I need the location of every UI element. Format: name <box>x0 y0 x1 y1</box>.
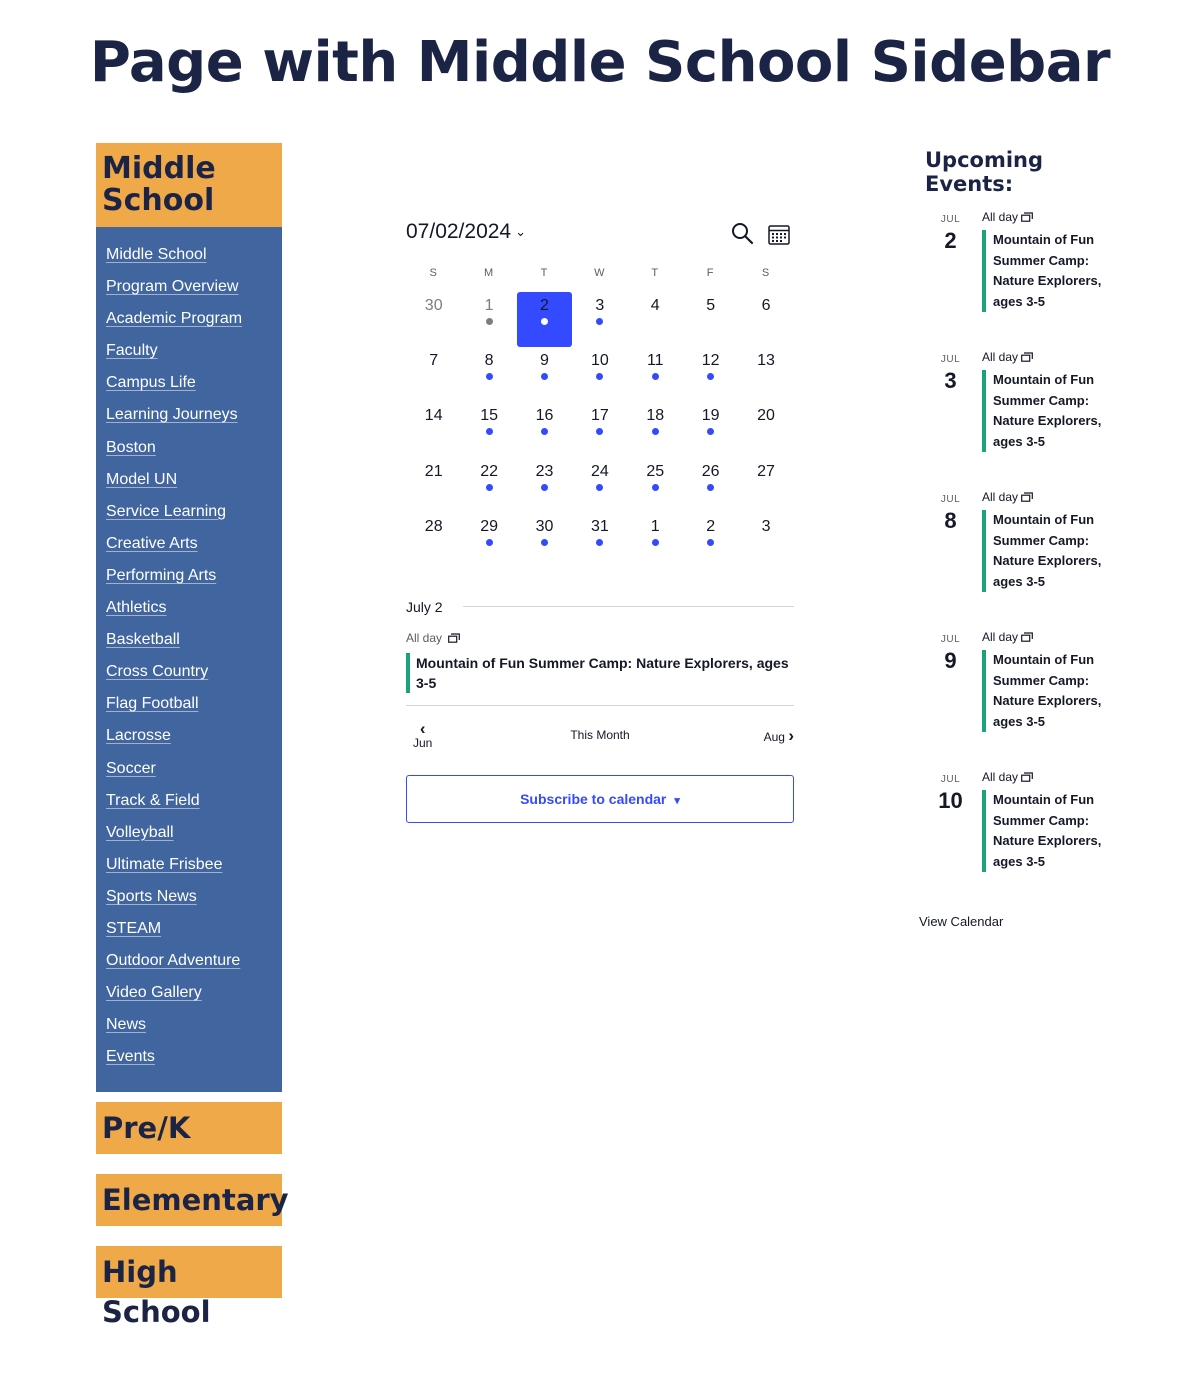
chevron-right-icon: › <box>788 725 794 745</box>
view-calendar-link[interactable]: View Calendar <box>919 914 1004 929</box>
section-sidebar <box>96 143 289 1329</box>
calendar-day-selected[interactable] <box>517 292 572 347</box>
calendar-day[interactable] <box>517 458 572 513</box>
day-number: 21 <box>424 462 443 480</box>
event-day: 3 <box>944 368 957 393</box>
event-indicator-dot <box>541 373 548 380</box>
event-indicator-dot <box>596 318 603 325</box>
day-number: 17 <box>590 407 609 425</box>
calendar-day[interactable] <box>406 292 461 347</box>
sidebar-link-lacrosse[interactable]: Lacrosse <box>106 727 171 745</box>
day-of-week-label: T <box>540 267 549 279</box>
calendar-day[interactable] <box>461 458 516 513</box>
day-number: 3 <box>595 297 605 314</box>
sidebar-link-learning-journeys[interactable]: Learning Journeys <box>106 406 238 424</box>
recurring-icon <box>1021 212 1033 222</box>
recurring-icon <box>1021 632 1033 642</box>
sidebar-section-prek[interactable]: Pre/K <box>96 1102 282 1154</box>
day-number: 28 <box>424 517 443 535</box>
event-indicator-dot <box>596 539 603 546</box>
day-number: 6 <box>761 297 771 314</box>
day-number: 15 <box>480 407 498 425</box>
recurring-icon <box>448 633 460 643</box>
recurring-icon <box>1021 492 1033 502</box>
sidebar-link-campus-life[interactable]: Campus Life <box>106 374 196 392</box>
sidebar-link-basketball[interactable]: Basketball <box>106 631 180 649</box>
upcoming-events-widget <box>919 148 1119 929</box>
upcoming-event-item <box>919 770 1119 910</box>
event-title-link[interactable]: Mountain of Fun Summer Camp: Nature Explorers, ages 3-5 <box>982 370 1107 452</box>
event-meta <box>982 350 1033 364</box>
sidebar-link-middle-school[interactable]: Middle School <box>106 246 207 263</box>
day-number: 3 <box>761 517 771 535</box>
event-time: All day <box>982 210 1019 224</box>
event-indicator-dot <box>541 428 548 435</box>
sidebar-link-steam[interactable]: STEAM <box>106 919 162 937</box>
sidebar-link-flag-football[interactable]: Flag Football <box>106 695 199 713</box>
next-month-button[interactable] <box>764 726 794 746</box>
day-of-week-label: S <box>429 267 438 279</box>
next-month-label: Aug <box>763 729 785 744</box>
day-number: 2 <box>706 517 716 535</box>
calendar-day[interactable] <box>406 458 461 513</box>
day-number: 31 <box>590 517 609 535</box>
calendar-week-row <box>406 347 794 402</box>
calendar-day[interactable] <box>628 347 683 402</box>
day-number: 19 <box>701 407 720 425</box>
selected-event-meta <box>406 631 794 645</box>
day-number: 27 <box>757 462 775 480</box>
subscribe-label: Subscribe to calendar <box>520 790 667 807</box>
upcoming-event-list <box>919 210 1119 910</box>
calendar-day[interactable] <box>572 513 627 568</box>
days-of-week-row <box>406 267 794 279</box>
day-of-week-label: W <box>594 267 606 279</box>
event-indicator-dot <box>541 318 548 325</box>
event-time: All day <box>982 630 1019 644</box>
event-month: JUL <box>940 214 961 225</box>
selected-day-label: July 2 <box>406 598 443 615</box>
day-number: 20 <box>757 407 775 425</box>
sidebar-section-elementary[interactable]: Elementary <box>96 1174 282 1226</box>
event-title-link[interactable]: Mountain of Fun Summer Camp: Nature Explorers, ages 3-5 <box>982 510 1107 592</box>
event-month: JUL <box>940 774 961 785</box>
day-number: 23 <box>535 462 554 480</box>
chevron-left-icon: ‹ <box>419 718 426 738</box>
month-navigation <box>406 706 794 764</box>
event-indicator-dot <box>486 428 493 435</box>
sidebar-link-volleyball[interactable]: Volleyball <box>106 823 174 841</box>
chevron-down-icon: ⌄ <box>515 224 527 240</box>
event-indicator-dot <box>707 373 714 380</box>
calendar-day[interactable] <box>683 402 738 457</box>
day-number: 16 <box>535 407 554 425</box>
day-number: 1 <box>484 297 494 314</box>
day-number: 14 <box>424 407 443 425</box>
sidebar-active-section[interactable] <box>96 143 282 227</box>
event-indicator-dot <box>707 428 714 435</box>
day-of-week-label: F <box>706 267 715 279</box>
upcoming-event-item <box>919 490 1119 630</box>
day-number: 22 <box>480 462 498 480</box>
event-indicator-dot <box>596 373 603 380</box>
sidebar-link-program-overview[interactable]: Program Overview <box>106 278 239 296</box>
calendar-day[interactable] <box>738 292 793 347</box>
upcoming-event-item <box>919 630 1119 770</box>
event-indicator-dot <box>486 318 493 325</box>
event-indicator-dot <box>707 484 714 491</box>
day-number: 7 <box>429 352 439 370</box>
calendar-day[interactable] <box>738 458 793 513</box>
event-month: JUL <box>940 634 961 645</box>
calendar-day[interactable] <box>738 513 793 568</box>
date-picker-button[interactable] <box>406 220 526 244</box>
day-number: 10 <box>590 352 609 370</box>
event-indicator-dot <box>652 373 659 380</box>
event-time: All day <box>982 350 1019 364</box>
calendar-grid <box>406 292 794 568</box>
event-indicator-dot <box>541 484 548 491</box>
calendar-day[interactable] <box>461 347 516 402</box>
calendar-day[interactable] <box>628 402 683 457</box>
upcoming-events-title: Upcoming Events: <box>925 148 1044 196</box>
sidebar-link-list <box>96 227 282 1092</box>
event-time: All day <box>406 630 443 645</box>
month-calendar <box>406 215 794 823</box>
day-number: 24 <box>590 462 609 480</box>
sidebar-link-model-un[interactable]: Model UN <box>106 470 178 488</box>
event-indicator-dot <box>707 539 714 546</box>
date-picker-label: 07/02/2024 <box>406 220 512 243</box>
day-number: 25 <box>646 462 665 480</box>
day-number: 1 <box>650 517 660 535</box>
calendar-day[interactable] <box>517 347 572 402</box>
upcoming-event-item <box>919 350 1119 490</box>
calendar-week-row <box>406 458 794 513</box>
day-number: 12 <box>701 352 720 370</box>
day-number: 30 <box>535 517 554 535</box>
calendar-top-bar <box>406 215 794 255</box>
sidebar-link-creative-arts[interactable]: Creative Arts <box>106 534 198 552</box>
calendar-icon[interactable] <box>768 223 790 245</box>
event-time: All day <box>982 490 1019 504</box>
prev-month-label: Jun <box>413 735 433 750</box>
calendar-week-row <box>406 402 794 457</box>
day-of-week-label: T <box>651 267 660 279</box>
calendar-day[interactable] <box>406 347 461 402</box>
calendar-day[interactable] <box>572 458 627 513</box>
event-indicator-dot <box>652 539 659 546</box>
day-number: 13 <box>757 352 775 370</box>
event-day: 9 <box>944 648 957 673</box>
event-indicator-dot <box>596 428 603 435</box>
sidebar-link-cross-country[interactable]: Cross Country <box>106 663 209 681</box>
sidebar-link-boston[interactable]: Boston <box>106 438 156 456</box>
sidebar-link-video-gallery[interactable]: Video Gallery <box>106 984 202 1002</box>
event-indicator-dot <box>652 484 659 491</box>
calendar-day[interactable] <box>572 347 627 402</box>
calendar-week-row <box>406 292 794 347</box>
sidebar-link-service-learning[interactable]: Service Learning <box>106 502 227 520</box>
day-number: 8 <box>484 352 494 370</box>
calendar-day[interactable] <box>517 402 572 457</box>
event-meta <box>982 770 1033 784</box>
calendar-day[interactable] <box>683 458 738 513</box>
day-number: 30 <box>424 297 443 314</box>
event-day: 2 <box>944 228 957 253</box>
calendar-day[interactable] <box>406 402 461 457</box>
event-meta <box>982 630 1033 644</box>
day-number: 2 <box>540 297 549 314</box>
event-time: All day <box>982 770 1019 784</box>
day-number: 11 <box>646 352 664 370</box>
this-month-button[interactable]: This Month <box>570 727 630 742</box>
sidebar-link-athletics[interactable]: Athletics <box>106 599 167 617</box>
event-day: 8 <box>944 508 957 533</box>
calendar-day[interactable] <box>683 513 738 568</box>
day-number: 26 <box>701 462 720 480</box>
day-number: 18 <box>646 407 665 425</box>
calendar-week-row <box>406 513 794 568</box>
calendar-day[interactable] <box>517 513 572 568</box>
search-icon[interactable] <box>730 221 754 245</box>
event-meta <box>982 490 1033 504</box>
calendar-day[interactable] <box>572 402 627 457</box>
subscribe-button[interactable] <box>406 775 794 823</box>
upcoming-event-item <box>919 210 1119 350</box>
sidebar-link-academic-program[interactable]: Academic Program <box>106 310 243 328</box>
event-indicator-dot <box>486 539 493 546</box>
event-title-link[interactable]: Mountain of Fun Summer Camp: Nature Explorers, ages 3-5 <box>982 650 1107 732</box>
sidebar-link-soccer[interactable]: Soccer <box>106 759 156 777</box>
calendar-day[interactable] <box>628 513 683 568</box>
selected-day-header <box>406 599 794 615</box>
event-month: JUL <box>940 494 961 505</box>
event-indicator-dot <box>486 373 493 380</box>
selected-event-title[interactable]: Mountain of Fun Summer Camp: Nature Explorers, ages 3-5 <box>406 653 794 693</box>
recurring-icon <box>1021 352 1033 362</box>
sidebar-section-high-school[interactable]: High School <box>96 1246 282 1298</box>
event-day: 10 <box>938 788 963 813</box>
calendar-day[interactable] <box>461 513 516 568</box>
divider <box>463 606 794 607</box>
sidebar-section-title: Middle School <box>102 151 216 218</box>
sidebar-link-news[interactable]: News <box>106 1016 147 1034</box>
calendar-day[interactable] <box>461 402 516 457</box>
sidebar-link-sports-news[interactable]: Sports News <box>106 887 197 905</box>
day-number: 4 <box>650 297 660 314</box>
chevron-down-icon: ▾ <box>674 794 680 807</box>
event-indicator-dot <box>541 539 548 546</box>
page-title: Page with Middle School Sidebar <box>89 30 1111 95</box>
sidebar-link-outdoor-adventure[interactable]: Outdoor Adventure <box>106 952 241 970</box>
calendar-day[interactable] <box>738 402 793 457</box>
day-of-week-label: M <box>484 267 495 279</box>
recurring-icon <box>1021 772 1033 782</box>
day-of-week-label: S <box>761 267 771 279</box>
event-indicator-dot <box>652 428 659 435</box>
calendar-day[interactable] <box>572 292 627 347</box>
event-meta <box>982 210 1033 224</box>
calendar-day[interactable] <box>683 347 738 402</box>
calendar-day[interactable] <box>628 292 683 347</box>
day-number: 9 <box>540 352 549 370</box>
calendar-day[interactable] <box>461 292 516 347</box>
sidebar-link-faculty[interactable]: Faculty <box>106 342 158 360</box>
calendar-day[interactable] <box>628 458 683 513</box>
event-month: JUL <box>940 354 961 365</box>
sidebar-link-ultimate-frisbee[interactable]: Ultimate Frisbee <box>106 855 223 873</box>
day-number: 5 <box>706 297 716 314</box>
sidebar-link-track-field[interactable]: Track & Field <box>106 791 200 809</box>
calendar-day[interactable] <box>738 347 793 402</box>
day-number: 29 <box>480 517 498 535</box>
event-title-link[interactable]: Mountain of Fun Summer Camp: Nature Explorers, ages 3-5 <box>982 790 1107 872</box>
event-title-link[interactable]: Mountain of Fun Summer Camp: Nature Explorers, ages 3-5 <box>982 230 1107 312</box>
event-indicator-dot <box>596 484 603 491</box>
sidebar-link-events[interactable]: Events <box>106 1048 155 1066</box>
sidebar-link-performing-arts[interactable]: Performing Arts <box>106 566 217 584</box>
calendar-day[interactable] <box>683 292 738 347</box>
event-indicator-dot <box>486 484 493 491</box>
calendar-day[interactable] <box>406 513 461 568</box>
